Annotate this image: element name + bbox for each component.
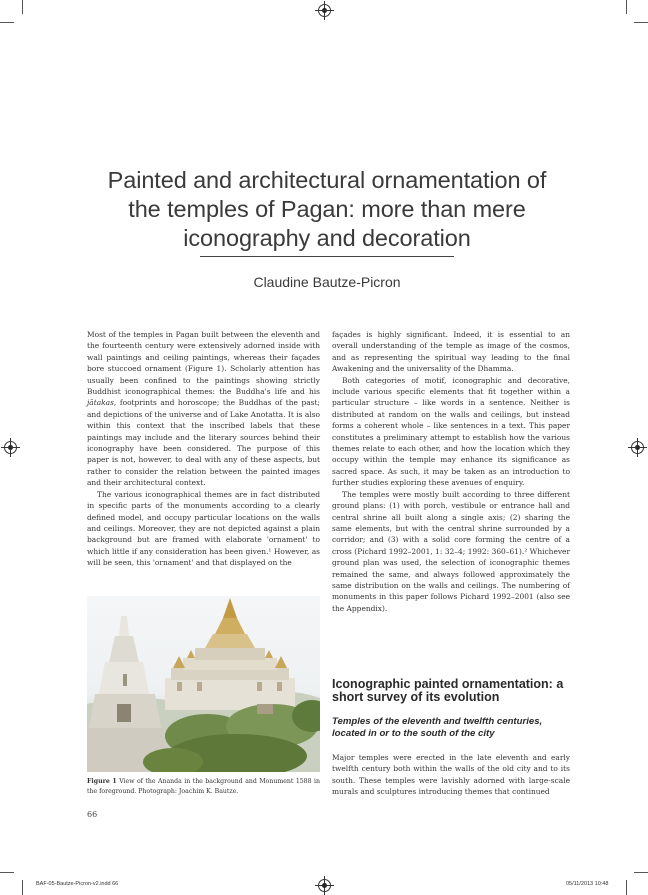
body-paragraph: façades is highly significant. Indeed, it is essential to an overall understanding of the temple as image of the cosmos, and as representing the spiritual way leading to the final Awakening and the universality of the Dhamma. xyxy=(332,330,570,374)
section-heading: Iconographic painted ornamentation: a short survey of its evolution xyxy=(332,677,564,704)
body-paragraph xyxy=(87,329,320,489)
registration-mark-bottom-icon xyxy=(318,879,331,892)
body-paragraph: The temples were mostly built according to three different ground plans: (1) with porch, vestibule or entrance hall and central shrine all built along a single axis; (2) sharing the same elements, but with the central shrine surrounded by a corridor; and (3) with a solid core forming the centre of a cross (Pichard 1992–2001, 1: 32–4; 1992: 360–61).² Whichever ground plan was used, the selection of iconographic themes remained the same, and always followed approximately the same distribution on the walls and ceilings. The numbering of monuments in this paper follows Pichard 1992–2001 (also see the Appendix). xyxy=(332,489,570,613)
ananda-temple-illustration xyxy=(165,598,295,710)
temple-photo-illustration xyxy=(87,596,320,772)
registration-mark-top-icon xyxy=(318,4,331,17)
body-text-run: , footprints and horoscope; the Buddhas of the past; and depictions of the universe and of Lake Anotatta. It is also within this context that the inscribed labels that these paintings may include and the literary sources behind their iconography have been considered. The purpose of this paper is not, however, to deal with any of these aspects, but rather to consider the relation between the painted images and their architectural context. xyxy=(87,398,320,488)
print-slug-timestamp: 05/11/2013 10:48 xyxy=(566,881,609,887)
crop-mark-left-bottom xyxy=(0,872,14,873)
body-text-run: Most of the temples in Pagan built between the eleventh and the fourteenth century were extensively adorned inside with wall paintings and ceiling paintings, whereas their façades bore stuccoed ornament (Figure 1). Scholarly attention has usually been confined to the paintings showing strictly Buddhist iconographical themes: the Buddha's life and his xyxy=(87,330,320,397)
monument-1588-illustration xyxy=(87,616,171,772)
registration-mark-right-icon xyxy=(631,441,644,454)
body-text-italic: jātakas xyxy=(87,398,114,408)
body-column-right xyxy=(332,329,570,614)
body-paragraph: Major temples were erected in the late eleventh and early twelfth century both within the walls of the old city and to its south. These temples were lavishly adorned with large-scale murals and sculptures introducing themes that continued xyxy=(332,753,570,797)
crop-mark-right-top xyxy=(634,22,648,23)
crop-mark-top-left xyxy=(22,0,23,14)
body-paragraph: Both categories of motif, iconographic and decorative, include various specific elements that fit together within a particular structure – like words in a sentence. Neither is distributed at random on the walls and ceilings, but instead forms a coherent whole – like sentences in a text. This paper constitutes a preliminary attempt to establish how the various themes relate to each other, and how the location which they occupy within the temple may enhance its significance as sacred space. As such, it may be taken as an introduction to further studies exploring these avenues of enquiry. xyxy=(332,375,570,488)
title-divider xyxy=(200,256,454,257)
crop-mark-right-bottom xyxy=(634,872,648,873)
article-title: Painted and architectural ornamentation of the temples of Pagan: more than mere iconography and decoration xyxy=(107,167,547,251)
crop-mark-bottom-left xyxy=(22,880,23,895)
body-paragraph: The various iconographical themes are in fact distributed in specific parts of the monuments according to a clearly defined model, and occupy particular locations on the walls and ceilings. Moreover, they are not depicted against a plain background but are framed with elaborate 'ornament' to which little if any consideration has been given.¹ However, as will be seen, this 'ornament' and that displayed on the xyxy=(87,489,320,568)
body-column-left xyxy=(87,329,320,569)
section-subheading: Temples of the eleventh and twelfth centuries, located in or to the south of the city xyxy=(332,716,543,739)
figure-photograph xyxy=(87,596,320,772)
article-author: Claudine Bautze-Picron xyxy=(253,274,401,290)
section-body xyxy=(332,752,570,798)
registration-mark-left-icon xyxy=(4,441,17,454)
page-number: 66 xyxy=(87,810,98,819)
figure-caption-text: View of the Ananda in the background and Monument 1588 in the foreground. Photograph: Joachim K. Bautze. xyxy=(87,778,320,795)
figure-caption xyxy=(87,777,320,797)
crop-mark-top-right xyxy=(626,0,627,14)
print-slug-filename: BAF-05-Bautze-Picron-v2.indd 66 xyxy=(36,881,119,887)
crop-mark-bottom-right xyxy=(626,880,627,895)
crop-mark-left-top xyxy=(0,22,14,23)
figure-label: Figure 1 xyxy=(87,778,117,785)
